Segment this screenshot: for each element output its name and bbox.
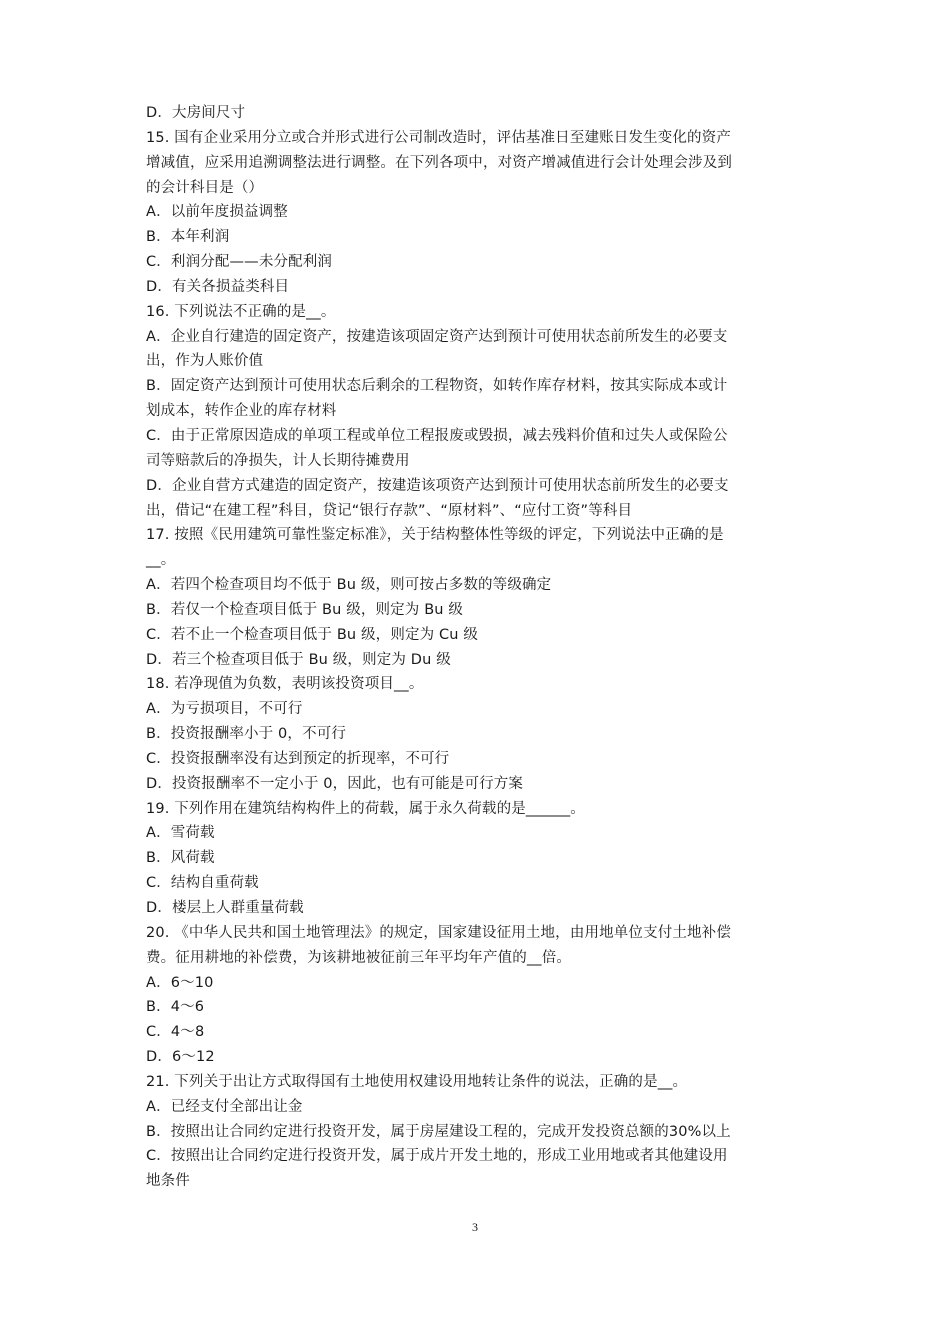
text-line: 16. 下列说法不正确的是__。: [146, 303, 336, 320]
text-line: B．风荷载: [146, 850, 215, 867]
text-line: A．雪荷载: [146, 825, 215, 842]
text-line: C．4～8: [146, 1024, 205, 1041]
text-line: C．由于正常原因造成的单项工程或单位工程报废或毁损，减去残料价值和过失人或保险公: [146, 427, 728, 444]
text-line: 18. 若净现值为负数，表明该投资项目__。: [146, 676, 424, 693]
text-line: B．固定资产达到预计可使用状态后剩余的工程物资，如转作库存材料，按其实际成本或计: [146, 378, 728, 395]
text-line: A．以前年度损益调整: [146, 204, 288, 221]
text-line: 15. 国有企业采用分立或合并形式进行公司制改造时，评估基准日至建账日发生变化的资产: [146, 129, 731, 146]
text-line: A．企业自行建造的固定资产，按建造该项固定资产达到预计可使用状态前所发生的必要支: [146, 328, 728, 345]
text-line: D．若三个检查项目低于 Bu 级，则定为 Du 级: [146, 651, 451, 668]
text-line: D．6～12: [146, 1049, 215, 1066]
text-line: D．投资报酬率不一定小于 0，因此，也有可能是可行方案: [146, 775, 524, 792]
text-line: A．已经支付全部出让金: [146, 1098, 303, 1115]
text-line: 费。征用耕地的补偿费，为该耕地被征前三年平均年产值的__倍。: [146, 949, 571, 966]
document-body: [146, 101, 812, 1194]
text-line: B．投资报酬率小于 0，不可行: [146, 726, 347, 743]
text-line: 出，借记“在建工程”科目，贷记“银行存款”、“原材料”、“应付工资”等科目: [146, 502, 633, 519]
text-line: C．投资报酬率没有达到预定的折现率，不可行: [146, 750, 450, 767]
text-line: 21. 下列关于出让方式取得国有土地使用权建设用地转让条件的说法，正确的是__。: [146, 1073, 688, 1090]
text-line: B．4～6: [146, 999, 205, 1016]
text-line: 17. 按照《民用建筑可靠性鉴定标准》，关于结构整体性等级的评定，下列说法中正确的是: [146, 527, 724, 544]
text-line: 的会计科目是（）: [146, 179, 264, 196]
text-line: 司等赔款后的净损失，计人长期待摊费用: [146, 452, 410, 469]
text-line: D．有关各损益类科目: [146, 278, 290, 295]
text-line: C．利润分配——未分配利润: [146, 254, 333, 271]
text-line: 出，作为人账价值: [146, 353, 264, 370]
text-line: __。: [146, 552, 176, 569]
text-line: D．企业自营方式建造的固定资产，按建造该项资产达到预计可使用状态前所发生的必要支: [146, 477, 729, 494]
text-line: B．若仅一个检查项目低于 Bu 级，则定为 Bu 级: [146, 601, 464, 618]
text-line: 增减值，应采用追溯调整法进行调整。在下列各项中，对资产增减值进行会计处理会涉及到: [146, 154, 732, 171]
text-line: D．楼层上人群重量荷载: [146, 900, 304, 916]
text-line: D．大房间尺寸: [146, 105, 246, 121]
text-line: B．按照出让合同约定进行投资开发，属于房屋建设工程的，完成开发投资总额的30%以上: [146, 1123, 731, 1140]
page-number: 3: [472, 1220, 478, 1234]
text-line: 19. 下列作用在建筑结构构件上的荷载，属于永久荷载的是______。: [146, 800, 585, 817]
text-line: C．若不止一个检查项目低于 Bu 级，则定为 Cu 级: [146, 626, 479, 643]
text-line: A．为亏损项目，不可行: [146, 701, 303, 718]
text-line: B．本年利润: [146, 229, 230, 246]
text-line: C．按照出让合同约定进行投资开发，属于成片开发土地的，形成工业用地或者其他建设用: [146, 1148, 728, 1165]
text-line: A．6～10: [146, 974, 214, 991]
text-line: C．结构自重荷载: [146, 875, 259, 892]
text-line: 地条件: [146, 1173, 190, 1190]
text-line: 划成本，转作企业的库存材料: [146, 403, 337, 420]
text-line: 20. 《中华人民共和国土地管理法》的规定，国家建设征用土地，由用地单位支付土地补偿: [146, 924, 731, 941]
text-line: A．若四个检查项目均不低于 Bu 级，则可按占多数的等级确定: [146, 577, 552, 594]
